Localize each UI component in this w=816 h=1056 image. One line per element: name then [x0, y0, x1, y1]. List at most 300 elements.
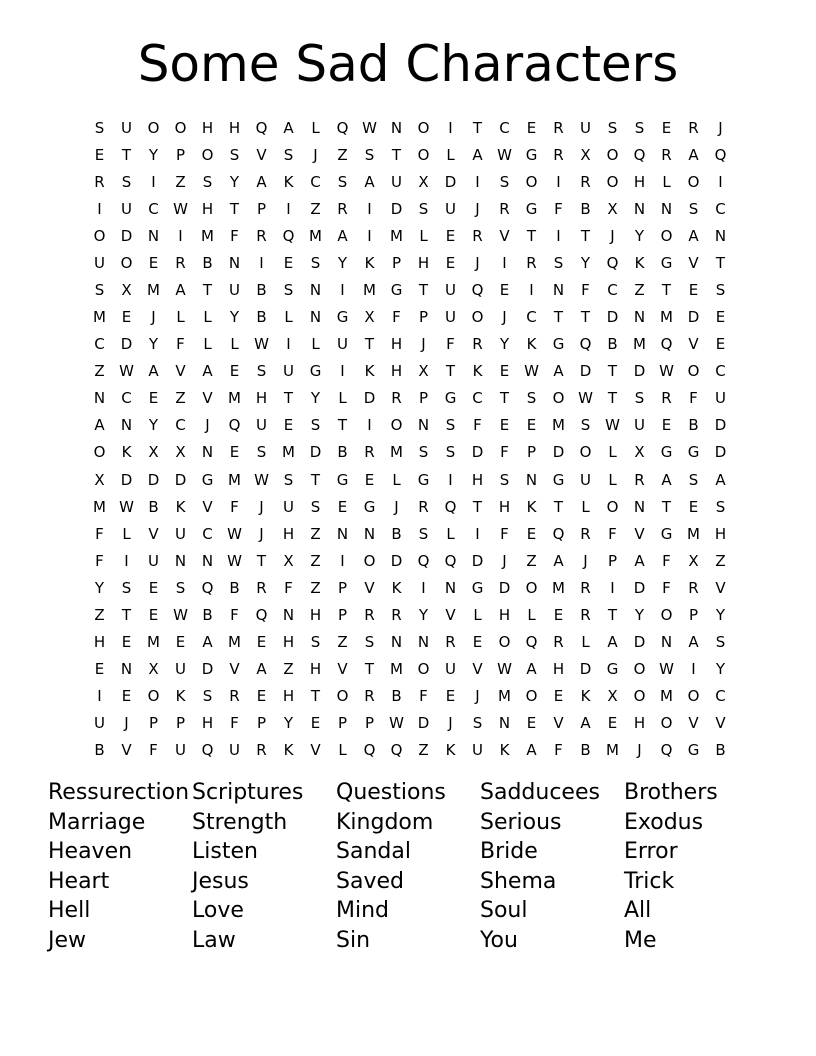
grid-letter: M: [606, 741, 619, 760]
word-item: Serious: [480, 809, 562, 835]
grid-letter: U: [445, 281, 456, 299]
grid-letter: R: [688, 118, 699, 137]
grid-letter: S: [634, 118, 645, 137]
grid-letter: V: [634, 524, 645, 543]
grid-letter: J: [394, 497, 399, 516]
grid-letter: O: [606, 497, 619, 516]
grid-letter: A: [148, 362, 159, 381]
grid-letter: Z: [283, 660, 294, 679]
grid-letter: S: [175, 578, 186, 597]
grid-letter: O: [471, 308, 484, 327]
grid-letter: R: [337, 199, 348, 218]
grid-letter: Z: [715, 551, 726, 570]
grid-letter: T: [202, 281, 213, 299]
grid-letter: I: [124, 551, 129, 570]
grid-letter: U: [634, 416, 645, 435]
grid-letter: G: [525, 199, 538, 218]
grid-letter: W: [659, 362, 674, 381]
grid-letter: L: [446, 145, 455, 164]
grid-letter: O: [201, 145, 214, 164]
grid-letter: E: [715, 308, 726, 327]
grid-letter: L: [581, 633, 590, 652]
grid-letter: V: [364, 578, 375, 597]
grid-letter: W: [173, 605, 188, 624]
grid-letter: V: [202, 389, 213, 408]
grid-letter: V: [472, 660, 483, 679]
grid-letter: Q: [471, 281, 484, 299]
grid-letter: V: [175, 362, 186, 381]
grid-letter: W: [497, 145, 512, 164]
grid-letter: Q: [255, 118, 268, 137]
grid-letter: R: [364, 687, 375, 706]
grid-letter: C: [715, 199, 726, 218]
grid-letter: V: [688, 714, 699, 733]
grid-letter: W: [119, 362, 134, 381]
grid-letter: K: [175, 687, 186, 706]
grid-letter: U: [229, 281, 240, 299]
grid-letter: V: [121, 741, 132, 760]
grid-letter: S: [202, 172, 213, 191]
grid-letter: Q: [228, 416, 241, 435]
grid-letter: Z: [526, 551, 537, 570]
grid-letter: C: [715, 362, 726, 381]
grid-letter: U: [580, 118, 591, 137]
word-item: Marriage: [48, 809, 146, 835]
grid-letter: I: [97, 687, 102, 706]
grid-letter: Z: [337, 145, 348, 164]
grid-letter: B: [391, 687, 402, 706]
grid-letter: C: [607, 281, 618, 299]
grid-letter: P: [337, 605, 348, 624]
grid-letter: U: [283, 362, 294, 381]
word-item: Jew: [48, 927, 87, 953]
grid-letter: T: [418, 281, 429, 299]
grid-letter: G: [363, 497, 376, 516]
grid-letter: I: [448, 470, 453, 489]
grid-letter: T: [364, 335, 375, 354]
grid-letter: R: [256, 578, 267, 597]
grid-letter: Q: [282, 226, 295, 245]
grid-letter: H: [633, 714, 646, 733]
grid-letter: M: [660, 308, 673, 327]
grid-letter: W: [227, 551, 242, 570]
grid-letter: A: [553, 362, 564, 381]
grid-letter: D: [579, 362, 592, 381]
grid-letter: U: [445, 199, 456, 218]
grid-letter: K: [283, 172, 294, 191]
grid-letter: I: [475, 172, 480, 191]
grid-letter: Z: [310, 578, 321, 597]
grid-letter: N: [633, 497, 646, 516]
grid-letter: S: [121, 578, 132, 597]
grid-letter: S: [283, 145, 294, 164]
grid-letter: C: [94, 335, 105, 354]
grid-letter: A: [256, 660, 267, 679]
grid-letter: S: [256, 443, 267, 462]
grid-letter: F: [554, 741, 563, 760]
grid-letter: S: [445, 416, 456, 435]
grid-letter: G: [201, 470, 214, 489]
grid-row: [86, 412, 734, 439]
grid-letter: F: [581, 281, 590, 299]
grid-letter: B: [715, 741, 726, 760]
grid-letter: H: [201, 118, 214, 137]
word-item: Me: [624, 927, 657, 953]
grid-letter: G: [525, 145, 538, 164]
grid-letter: H: [201, 199, 214, 218]
grid-letter: Q: [579, 335, 592, 354]
grid-letter: G: [390, 281, 403, 299]
grid-letter: I: [610, 578, 615, 597]
grid-letter: E: [229, 362, 240, 381]
grid-letter: S: [94, 118, 105, 137]
grid-letter: C: [175, 416, 186, 435]
grid-letter: I: [367, 416, 372, 435]
grid-letter: D: [714, 416, 727, 435]
grid-letter: S: [310, 253, 321, 272]
grid-letter: L: [122, 524, 131, 543]
grid-letter: P: [418, 308, 429, 327]
grid-letter: O: [633, 687, 646, 706]
grid-letter: H: [282, 633, 295, 652]
grid-letter: E: [364, 470, 375, 489]
word-item: Ressurection: [48, 780, 190, 805]
grid-row: [86, 656, 734, 683]
grid-letter: O: [687, 362, 700, 381]
grid-letter: E: [94, 145, 105, 164]
grid-letter: R: [256, 226, 267, 245]
grid-letter: N: [633, 199, 646, 218]
grid-letter: N: [525, 470, 538, 489]
grid-letter: M: [147, 281, 160, 299]
grid-letter: X: [688, 551, 699, 570]
grid-letter: J: [475, 199, 480, 218]
grid-letter: O: [93, 226, 106, 245]
word-column: [624, 778, 768, 956]
grid-letter: R: [580, 578, 591, 597]
grid-row: [86, 710, 734, 737]
grid-letter: Q: [606, 253, 619, 272]
grid-letter: Q: [390, 741, 403, 760]
grid-letter: S: [634, 389, 645, 408]
grid-letter: G: [444, 389, 457, 408]
grid-letter: I: [286, 199, 291, 218]
grid-letter: R: [364, 443, 375, 462]
grid-letter: Q: [444, 497, 457, 516]
grid-letter: G: [309, 362, 322, 381]
grid-letter: R: [580, 605, 591, 624]
grid-letter: T: [607, 389, 618, 408]
grid-letter: T: [661, 497, 672, 516]
grid-row: [86, 249, 734, 276]
grid-letter: S: [472, 714, 483, 733]
grid-letter: L: [581, 497, 590, 516]
grid-row: [86, 195, 734, 222]
grid-letter: O: [606, 145, 619, 164]
grid-letter: N: [417, 633, 430, 652]
grid-letter: W: [389, 714, 404, 733]
grid-letter: D: [498, 578, 511, 597]
grid-letter: W: [227, 524, 242, 543]
grid-letter: W: [578, 389, 593, 408]
grid-letter: E: [148, 253, 159, 272]
grid-letter: K: [391, 578, 402, 597]
grid-letter: X: [364, 308, 375, 327]
grid-letter: I: [421, 578, 426, 597]
grid-letter: H: [309, 605, 322, 624]
grid-letter: J: [718, 118, 723, 137]
grid-letter: A: [526, 660, 537, 679]
word-item: Bride: [480, 839, 538, 865]
grid-letter: O: [336, 687, 349, 706]
grid-letter: X: [121, 281, 132, 299]
grid-letter: Q: [201, 578, 214, 597]
grid-letter: T: [661, 281, 672, 299]
grid-letter: B: [202, 253, 213, 272]
grid-letter: S: [715, 633, 726, 652]
grid-letter: E: [121, 633, 132, 652]
grid-letter: H: [309, 660, 322, 679]
grid-letter: F: [500, 443, 509, 462]
grid-letter: C: [472, 389, 483, 408]
grid-letter: Z: [310, 199, 321, 218]
grid-letter: L: [392, 470, 401, 489]
grid-letter: W: [497, 660, 512, 679]
grid-letter: Q: [552, 524, 565, 543]
grid-row: [86, 141, 734, 168]
grid-row: [86, 574, 734, 601]
grid-letter: F: [662, 551, 671, 570]
grid-letter: K: [175, 497, 186, 516]
grid-letter: R: [175, 253, 186, 272]
letter-grid: [86, 114, 734, 764]
grid-row: [86, 276, 734, 303]
grid-letter: N: [120, 660, 133, 679]
grid-letter: L: [230, 335, 239, 354]
grid-letter: N: [660, 633, 673, 652]
grid-row: [86, 628, 734, 655]
grid-row: [86, 358, 734, 385]
grid-letter: F: [662, 578, 671, 597]
grid-letter: H: [471, 470, 484, 489]
grid-letter: T: [607, 362, 618, 381]
grid-letter: M: [93, 497, 106, 516]
grid-letter: D: [201, 660, 214, 679]
grid-letter: M: [390, 660, 403, 679]
grid-letter: J: [259, 524, 264, 543]
grid-letter: J: [637, 741, 642, 760]
grid-letter: G: [336, 308, 349, 327]
grid-letter: K: [283, 741, 294, 760]
grid-letter: M: [147, 633, 160, 652]
grid-letter: T: [715, 253, 726, 272]
grid-letter: R: [391, 389, 402, 408]
grid-letter: N: [336, 524, 349, 543]
grid-letter: E: [94, 660, 105, 679]
grid-letter: W: [605, 416, 620, 435]
grid-letter: L: [311, 118, 320, 137]
grid-letter: S: [499, 470, 510, 489]
grid-letter: C: [499, 118, 510, 137]
grid-letter: O: [93, 443, 106, 462]
grid-letter: N: [498, 714, 511, 733]
grid-letter: S: [688, 199, 699, 218]
grid-letter: R: [391, 605, 402, 624]
grid-letter: J: [475, 253, 480, 272]
grid-letter: Q: [417, 551, 430, 570]
grid-letter: I: [475, 524, 480, 543]
grid-letter: I: [529, 281, 534, 299]
grid-letter: A: [607, 633, 618, 652]
grid-letter: O: [120, 253, 133, 272]
grid-letter: H: [282, 687, 295, 706]
grid-letter: I: [259, 253, 264, 272]
grid-letter: J: [448, 714, 453, 733]
grid-letter: D: [363, 389, 376, 408]
grid-letter: E: [283, 416, 294, 435]
grid-letter: E: [526, 416, 537, 435]
grid-letter: I: [367, 226, 372, 245]
grid-letter: M: [93, 308, 106, 327]
grid-letter: G: [606, 660, 619, 679]
word-item: Strength: [192, 809, 288, 835]
grid-letter: S: [121, 172, 132, 191]
grid-letter: T: [499, 389, 510, 408]
grid-letter: B: [256, 281, 267, 299]
grid-letter: L: [473, 605, 482, 624]
grid-row: [86, 114, 734, 141]
grid-letter: X: [283, 551, 294, 570]
grid-letter: F: [500, 524, 509, 543]
grid-letter: O: [660, 605, 673, 624]
grid-letter: M: [660, 687, 673, 706]
grid-letter: L: [419, 226, 428, 245]
grid-letter: G: [660, 253, 673, 272]
grid-letter: I: [97, 199, 102, 218]
grid-letter: P: [337, 714, 348, 733]
grid-letter: E: [553, 605, 564, 624]
grid-row: [86, 385, 734, 412]
grid-letter: E: [310, 714, 321, 733]
grid-letter: D: [552, 443, 565, 462]
grid-letter: V: [715, 714, 726, 733]
grid-letter: F: [284, 578, 293, 597]
grid-letter: P: [526, 443, 537, 462]
grid-letter: R: [580, 172, 591, 191]
grid-letter: I: [448, 118, 453, 137]
grid-letter: L: [338, 389, 347, 408]
grid-letter: A: [202, 362, 213, 381]
grid-letter: Z: [94, 605, 105, 624]
grid-letter: Z: [310, 524, 321, 543]
grid-row: [86, 466, 734, 493]
grid-letter: U: [121, 199, 132, 218]
grid-letter: Y: [283, 714, 294, 733]
grid-letter: U: [121, 118, 132, 137]
grid-letter: D: [120, 470, 133, 489]
grid-letter: E: [175, 633, 186, 652]
grid-letter: K: [472, 362, 483, 381]
grid-letter: M: [228, 470, 241, 489]
grid-letter: N: [201, 551, 214, 570]
grid-row: [86, 737, 734, 764]
grid-letter: D: [444, 172, 457, 191]
grid-letter: F: [419, 687, 428, 706]
grid-letter: D: [309, 443, 322, 462]
grid-letter: K: [499, 741, 510, 760]
grid-letter: C: [526, 308, 537, 327]
grid-letter: D: [633, 633, 646, 652]
grid-letter: J: [502, 551, 507, 570]
grid-letter: F: [689, 389, 698, 408]
grid-letter: D: [120, 335, 133, 354]
grid-letter: S: [688, 470, 699, 489]
grid-letter: E: [445, 687, 456, 706]
grid-letter: O: [417, 660, 430, 679]
grid-letter: U: [472, 741, 483, 760]
grid-letter: Y: [229, 308, 240, 327]
grid-letter: I: [151, 172, 156, 191]
grid-letter: M: [201, 226, 214, 245]
grid-letter: D: [471, 551, 484, 570]
grid-letter: N: [390, 633, 403, 652]
grid-letter: E: [607, 714, 618, 733]
grid-letter: K: [634, 253, 645, 272]
grid-letter: S: [499, 172, 510, 191]
grid-letter: S: [229, 145, 240, 164]
grid-letter: U: [175, 660, 186, 679]
grid-letter: X: [580, 145, 591, 164]
grid-letter: E: [229, 443, 240, 462]
grid-letter: M: [309, 226, 322, 245]
grid-letter: G: [552, 470, 565, 489]
grid-letter: U: [148, 551, 159, 570]
grid-letter: G: [417, 470, 430, 489]
grid-letter: U: [391, 172, 402, 191]
word-item: Listen: [192, 839, 258, 865]
grid-letter: D: [390, 199, 403, 218]
grid-letter: E: [661, 118, 672, 137]
grid-letter: J: [313, 145, 318, 164]
grid-letter: Y: [148, 145, 159, 164]
grid-row: [86, 168, 734, 195]
word-item: Scriptures: [192, 780, 304, 805]
grid-letter: R: [472, 226, 483, 245]
grid-letter: B: [337, 443, 348, 462]
grid-letter: R: [688, 578, 699, 597]
grid-letter: G: [687, 443, 700, 462]
grid-letter: S: [364, 633, 375, 652]
grid-letter: Q: [633, 145, 646, 164]
grid-letter: P: [175, 714, 186, 733]
grid-letter: V: [688, 253, 699, 272]
grid-letter: V: [445, 605, 456, 624]
grid-letter: L: [284, 308, 293, 327]
grid-letter: R: [229, 687, 240, 706]
grid-letter: N: [120, 416, 133, 435]
grid-letter: Z: [94, 362, 105, 381]
grid-letter: T: [607, 605, 618, 624]
grid-letter: A: [661, 470, 672, 489]
grid-letter: Z: [175, 172, 186, 191]
grid-letter: R: [499, 199, 510, 218]
grid-letter: H: [417, 253, 430, 272]
grid-letter: B: [148, 497, 159, 516]
grid-row: [86, 683, 734, 710]
grid-letter: X: [607, 687, 618, 706]
grid-letter: D: [714, 443, 727, 462]
grid-letter: N: [282, 605, 295, 624]
